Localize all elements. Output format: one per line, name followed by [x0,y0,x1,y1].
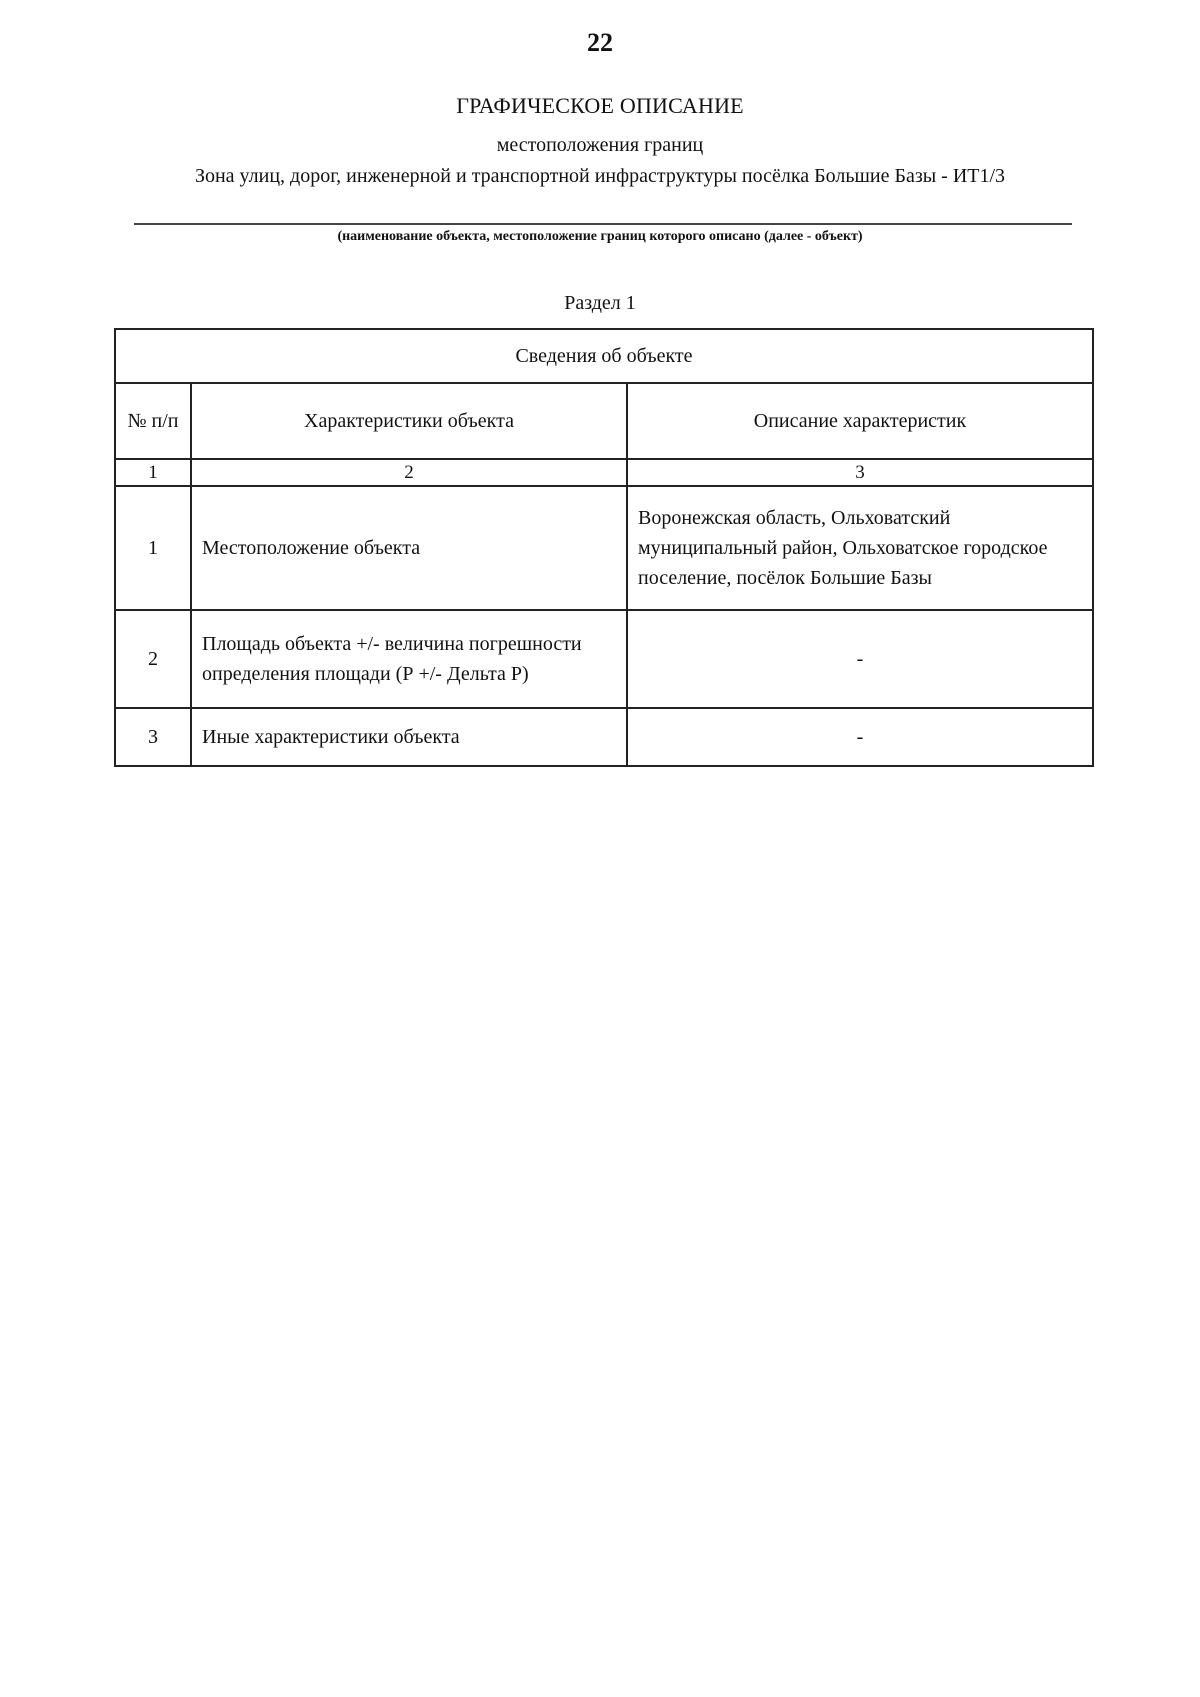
object-name-caption: (наименование объекта, местоположение границ которого описано (далее - объект) [337,229,863,244]
row-characteristic: Местоположение объекта [191,486,627,610]
page-number: 22 [587,28,613,57]
row-number: 3 [115,708,191,766]
header-characteristic: Характеристики объекта [191,383,627,459]
table-header-row [115,383,1093,459]
column-number-row [115,459,1093,486]
object-info-table [114,328,1094,767]
table-title-row [115,329,1093,383]
header-number: № п/п [115,383,191,459]
column-number-1: 1 [115,459,191,486]
row-characteristic: Иные характеристики объекта [191,708,627,766]
row-number: 2 [115,610,191,708]
table-row [115,486,1093,610]
table-row [115,708,1093,766]
row-characteristic: Площадь объекта +/- величина погрешности определения площади (Р +/- Дельта Р) [191,610,627,708]
object-name: Зона улиц, дорог, инженерной и транспортной инфраструктуры посёлка Большие Базы - ИТ1/3 [194,165,1006,187]
table-title: Сведения об объекте [115,329,1093,383]
column-number-3: 3 [627,459,1093,486]
section-label: Раздел 1 [564,292,636,314]
document-title: ГРАФИЧЕСКОЕ ОПИСАНИЕ [456,93,744,118]
row-description: - [627,708,1093,766]
row-description: - [627,610,1093,708]
table-row [115,610,1093,708]
document-subtitle: местоположения границ [496,134,704,156]
column-number-2: 2 [191,459,627,486]
row-number: 1 [115,486,191,610]
row-description: Воронежская область, Ольховатский муниципальный район, Ольховатское городское поселение, посёлок Большие Базы [627,486,1093,610]
object-name-underline [134,223,1072,225]
header-description: Описание характеристик [627,383,1093,459]
